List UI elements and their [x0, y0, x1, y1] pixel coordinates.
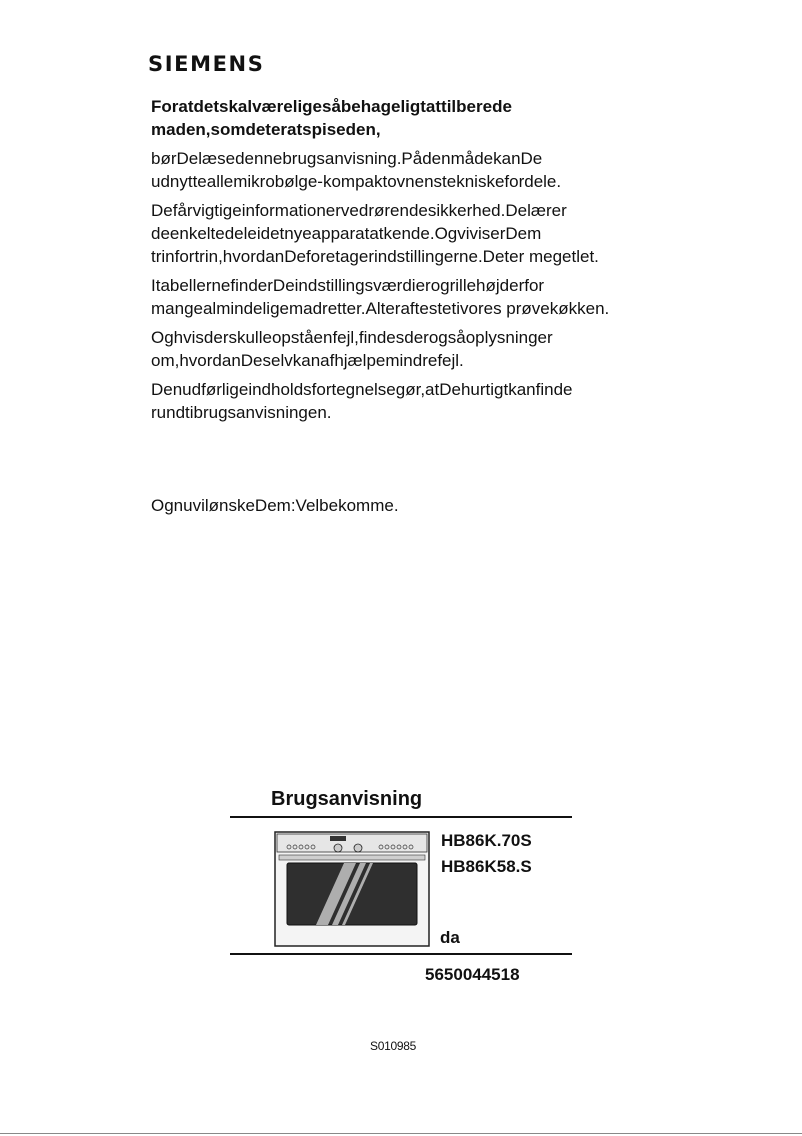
siemens-logo: SIEMENS [148, 52, 265, 76]
page-edge-line [0, 1133, 802, 1134]
document-id: S010985 [370, 1039, 416, 1053]
intro-paragraph: børDelæsedennebrugsanvisning.PådenmådekanDe udnytteallemikrobølge-kompaktovnenstekniskefordele. [151, 149, 562, 191]
intro-heading: Foratdetskalværeligesåbehageligtattilberede maden,somdeteratspiseden, [151, 97, 512, 139]
part-number: 5650044518 [425, 965, 520, 984]
intro-paragraph: Defårvigtigeinformationervedrørendesikkerhed.Delærer deenkeltedeleidetnyeapparatatkende.OgviviserDem trinfortrin,hvordanDeforetagerindstillingerne.Deter megetlet. [151, 201, 599, 266]
intro-paragraph: ItabellernefinderDeindstillingsværdierogrillehøjderfor mangealmindeligemadretter.Alteraftestetivores prøvekøkken. [151, 276, 610, 318]
bottom-divider [230, 953, 572, 955]
model-number: HB86K58.S [441, 857, 532, 876]
model-number: HB86K.70S [441, 831, 532, 850]
closing-line: OgnuvilønskeDem:Velbekomme. [151, 496, 399, 515]
intro-text [151, 95, 621, 430]
oven-illustration [274, 831, 430, 947]
document-title: Brugsanvisning [271, 788, 423, 810]
intro-paragraph: Denudførligeindholdsfortegnelsegør,atDehurtigtkanfinde rundtibrugsanvisningen. [151, 380, 573, 422]
title-divider [230, 816, 572, 818]
intro-paragraph: Oghvisderskulleopståenfejl,findesderogsåoplysninger om,hvordanDeselvkanafhjælpemindrefejl. [151, 328, 553, 370]
language-code: da [440, 928, 460, 947]
